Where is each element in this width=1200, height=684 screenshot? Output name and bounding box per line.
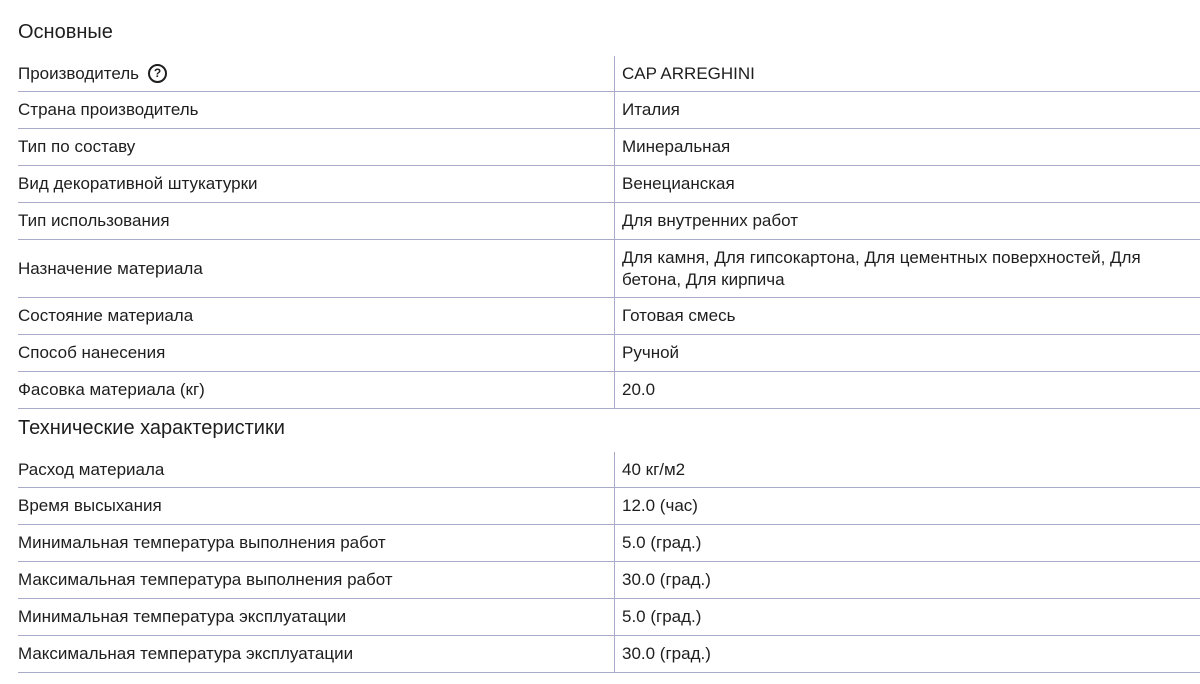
table-row xyxy=(18,488,1200,525)
row-value: 5.0 (град.) xyxy=(614,599,1200,635)
row-value: Ручной xyxy=(614,335,1200,371)
row-label: Способ нанесения xyxy=(18,343,166,362)
row-label: Минимальная температура выполнения работ xyxy=(18,533,386,552)
row-value: Для камня, Для гипсокартона, Для цементных поверхностей, Для бетона, Для кирпича xyxy=(614,240,1200,297)
table-row xyxy=(18,166,1200,203)
table-row xyxy=(18,56,1200,92)
row-value: 30.0 (град.) xyxy=(614,636,1200,672)
row-label: Минимальная температура эксплуатации xyxy=(18,607,347,626)
row-value: 30.0 (град.) xyxy=(614,562,1200,598)
row-label: Вид декоративной штукатурки xyxy=(18,174,258,193)
table-row xyxy=(18,452,1200,488)
specs-table-basic xyxy=(18,56,1200,409)
row-label: Тип по составу xyxy=(18,137,136,156)
section-title-technical: Технические характеристики xyxy=(18,417,285,439)
table-row xyxy=(18,203,1200,240)
row-label: Расход материала xyxy=(18,459,165,479)
row-label: Максимальная температура выполнения работ xyxy=(18,570,393,589)
table-row xyxy=(18,129,1200,166)
row-label: Максимальная температура эксплуатации xyxy=(18,644,354,663)
row-value: Минеральная xyxy=(614,129,1200,165)
table-row xyxy=(18,240,1200,298)
table-row xyxy=(18,636,1200,673)
row-label: Назначение материала xyxy=(18,258,203,278)
table-row xyxy=(18,599,1200,636)
row-label-cell xyxy=(18,56,614,91)
row-value: Венецианская xyxy=(614,166,1200,202)
row-value: 12.0 (час) xyxy=(614,488,1200,524)
row-value: Италия xyxy=(614,92,1200,128)
table-row xyxy=(18,525,1200,562)
row-label: Время высыхания xyxy=(18,496,162,515)
row-label: Фасовка материала (кг) xyxy=(18,380,205,399)
row-label: Производитель xyxy=(18,63,140,83)
question-circle-icon[interactable]: ? xyxy=(148,64,167,83)
row-label: Страна производитель xyxy=(18,100,199,119)
table-row xyxy=(18,372,1200,409)
table-row xyxy=(18,298,1200,335)
table-row xyxy=(18,562,1200,599)
row-value: 5.0 (град.) xyxy=(614,525,1200,561)
row-label: Тип использования xyxy=(18,211,170,230)
specs-table-technical xyxy=(18,452,1200,673)
row-value: 20.0 xyxy=(614,372,1200,408)
row-value: CAP ARREGHINI xyxy=(614,56,1200,91)
row-value: Готовая смесь xyxy=(614,298,1200,334)
row-label: Состояние материала xyxy=(18,306,194,325)
section-title-basic: Основные xyxy=(18,21,113,43)
row-value: 40 кг/м2 xyxy=(614,452,1200,487)
row-value: Для внутренних работ xyxy=(614,203,1200,239)
table-row xyxy=(18,335,1200,372)
table-row xyxy=(18,92,1200,129)
